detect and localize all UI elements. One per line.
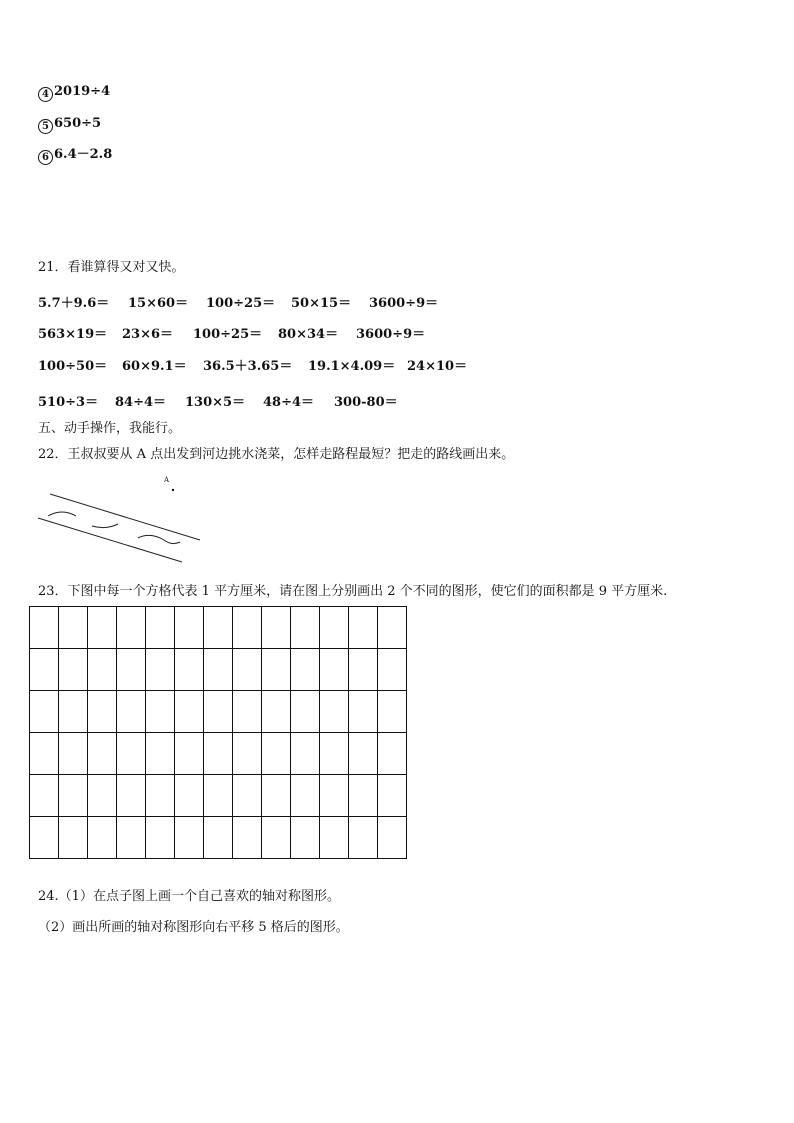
calc-item: 19.1×4.09＝: [308, 359, 396, 374]
grid-cell[interactable]: [233, 691, 262, 733]
grid-row: [30, 691, 407, 733]
grid-cell[interactable]: [146, 691, 175, 733]
grid-cell[interactable]: [88, 817, 117, 859]
grid-cell[interactable]: [175, 691, 204, 733]
q23-text: 23．下图中每一个方格代表 1 平方厘米，请在图上分别画出 2 个不同的图形，使它们的面积都是 9 平方厘米.: [38, 584, 668, 599]
grid-cell[interactable]: [291, 817, 320, 859]
grid-cell[interactable]: [262, 691, 291, 733]
calc-item: 24×10＝: [407, 359, 468, 374]
calc-item: 3600÷9＝: [356, 327, 426, 342]
grid-cell[interactable]: [204, 649, 233, 691]
calc-item: 100÷25＝: [193, 327, 263, 342]
calc-item: 100÷50＝: [38, 359, 108, 374]
grid-cell[interactable]: [262, 649, 291, 691]
grid-cell[interactable]: [59, 817, 88, 859]
grid-cell[interactable]: [233, 733, 262, 775]
grid-cell[interactable]: [59, 733, 88, 775]
grid-cell[interactable]: [349, 775, 378, 817]
grid-cell[interactable]: [175, 775, 204, 817]
calc-item: 36.5＋3.65＝: [203, 359, 293, 374]
calc-item: 15×60＝: [128, 296, 189, 311]
grid-cell[interactable]: [59, 775, 88, 817]
grid-cell[interactable]: [204, 775, 233, 817]
grid-cell[interactable]: [59, 649, 88, 691]
grid-cell[interactable]: [59, 607, 88, 649]
grid-cell[interactable]: [349, 649, 378, 691]
grid-cell[interactable]: [349, 691, 378, 733]
grid-cell[interactable]: [320, 775, 349, 817]
grid-cell[interactable]: [320, 649, 349, 691]
water-wave: [138, 535, 180, 543]
grid-cell[interactable]: [378, 649, 407, 691]
grid-cell[interactable]: [349, 817, 378, 859]
sub-item-5: [38, 116, 101, 134]
grid-cell[interactable]: [30, 733, 59, 775]
point-a-dot: [172, 489, 174, 491]
grid-cell[interactable]: [291, 733, 320, 775]
q24-part-2: （2）画出所画的轴对称图形向右平移 5 格后的图形。: [38, 920, 349, 935]
grid-cell[interactable]: [175, 607, 204, 649]
calc-item: 60×9.1＝: [122, 359, 187, 374]
grid-cell[interactable]: [233, 607, 262, 649]
grid-cell[interactable]: [262, 607, 291, 649]
grid-cell[interactable]: [204, 691, 233, 733]
grid-cell[interactable]: [291, 775, 320, 817]
grid-cell[interactable]: [378, 607, 407, 649]
q22-text: 22．王叔叔要从 A 点出发到河边挑水浇菜，怎样走路程最短？把走的路线画出来。: [38, 447, 515, 462]
grid-row: [30, 775, 407, 817]
grid-cell[interactable]: [378, 775, 407, 817]
water-wave: [48, 512, 76, 516]
grid-cell[interactable]: [117, 775, 146, 817]
grid-cell[interactable]: [378, 817, 407, 859]
grid-cell[interactable]: [291, 649, 320, 691]
sub-item-4: [38, 84, 110, 102]
grid-cell[interactable]: [146, 607, 175, 649]
grid-cell[interactable]: [320, 817, 349, 859]
grid-cell[interactable]: [349, 733, 378, 775]
grid-cell[interactable]: [117, 733, 146, 775]
circled-number-4: 4: [38, 87, 53, 102]
calc-item: 48÷4＝: [263, 395, 315, 410]
grid-cell[interactable]: [233, 649, 262, 691]
grid-cell[interactable]: [320, 607, 349, 649]
calc-item: 50×15＝: [291, 296, 352, 311]
grid-cell[interactable]: [88, 775, 117, 817]
calc-item: 5.7＋9.6＝: [38, 296, 110, 311]
grid-row: [30, 733, 407, 775]
river-bank-bottom: [38, 518, 182, 562]
grid-cell[interactable]: [175, 649, 204, 691]
grid-cell[interactable]: [30, 691, 59, 733]
q24-part-1: 24.（1）在点子图上画一个自己喜欢的轴对称图形。: [38, 889, 340, 904]
grid-cell[interactable]: [88, 649, 117, 691]
water-wave: [92, 524, 118, 528]
grid-cell[interactable]: [146, 649, 175, 691]
grid-cell[interactable]: [204, 607, 233, 649]
grid-cell[interactable]: [30, 817, 59, 859]
calc-item: 130×5＝: [185, 395, 246, 410]
grid-cell[interactable]: [30, 607, 59, 649]
grid-cell[interactable]: [117, 691, 146, 733]
grid-cell[interactable]: [88, 733, 117, 775]
section-five-heading: 五、动手操作，我能行。: [38, 421, 182, 436]
grid-cell[interactable]: [146, 775, 175, 817]
grid-cell[interactable]: [320, 733, 349, 775]
grid-cell[interactable]: [88, 691, 117, 733]
grid-cell[interactable]: [117, 607, 146, 649]
sub-item-6: [38, 147, 112, 165]
grid-cell[interactable]: [233, 775, 262, 817]
grid-cell[interactable]: [59, 691, 88, 733]
calc-item: 3600÷9＝: [369, 296, 439, 311]
grid-cell[interactable]: [262, 775, 291, 817]
grid-cell[interactable]: [175, 817, 204, 859]
sub-item-4-expr: 2019÷4: [54, 84, 111, 99]
grid-cell[interactable]: [262, 817, 291, 859]
grid-cell[interactable]: [291, 691, 320, 733]
calc-item: 100÷25＝: [206, 296, 276, 311]
calc-item: 23×6＝: [122, 327, 174, 342]
river-bank-top: [50, 494, 200, 540]
grid-row: [30, 817, 407, 859]
q21-heading: 21．看谁算得又对又快。: [38, 260, 185, 275]
calc-item: 300-80＝: [334, 395, 398, 410]
grid-cell[interactable]: [88, 607, 117, 649]
point-a-label: A: [164, 476, 170, 484]
grid-cell[interactable]: [378, 691, 407, 733]
circled-number-6: 6: [38, 150, 53, 165]
grid-cell[interactable]: [204, 733, 233, 775]
grid-row: [30, 649, 407, 691]
grid-cell[interactable]: [262, 733, 291, 775]
grid-cell[interactable]: [30, 775, 59, 817]
river-diagram: [30, 470, 220, 570]
grid-cell[interactable]: [291, 607, 320, 649]
grid-cell[interactable]: [320, 691, 349, 733]
grid-row: [30, 607, 407, 649]
grid-cell[interactable]: [30, 649, 59, 691]
grid-cell[interactable]: [146, 817, 175, 859]
calc-item: 563×19＝: [38, 327, 108, 342]
grid-cell[interactable]: [233, 817, 262, 859]
grid-cell[interactable]: [175, 733, 204, 775]
sub-item-6-expr: 6.4－2.8: [54, 147, 113, 162]
grid-cell[interactable]: [204, 817, 233, 859]
calc-item: 80×34＝: [278, 327, 339, 342]
grid-cell[interactable]: [378, 733, 407, 775]
grid-cell[interactable]: [117, 649, 146, 691]
grid-cell[interactable]: [146, 733, 175, 775]
grid-cell[interactable]: [349, 607, 378, 649]
calc-item: 84÷4＝: [115, 395, 167, 410]
grid-cell[interactable]: [117, 817, 146, 859]
sub-item-5-expr: 650÷5: [54, 116, 102, 131]
calc-item: 510÷3＝: [38, 395, 99, 410]
circled-number-5: 5: [38, 119, 53, 134]
square-grid[interactable]: [29, 606, 407, 859]
